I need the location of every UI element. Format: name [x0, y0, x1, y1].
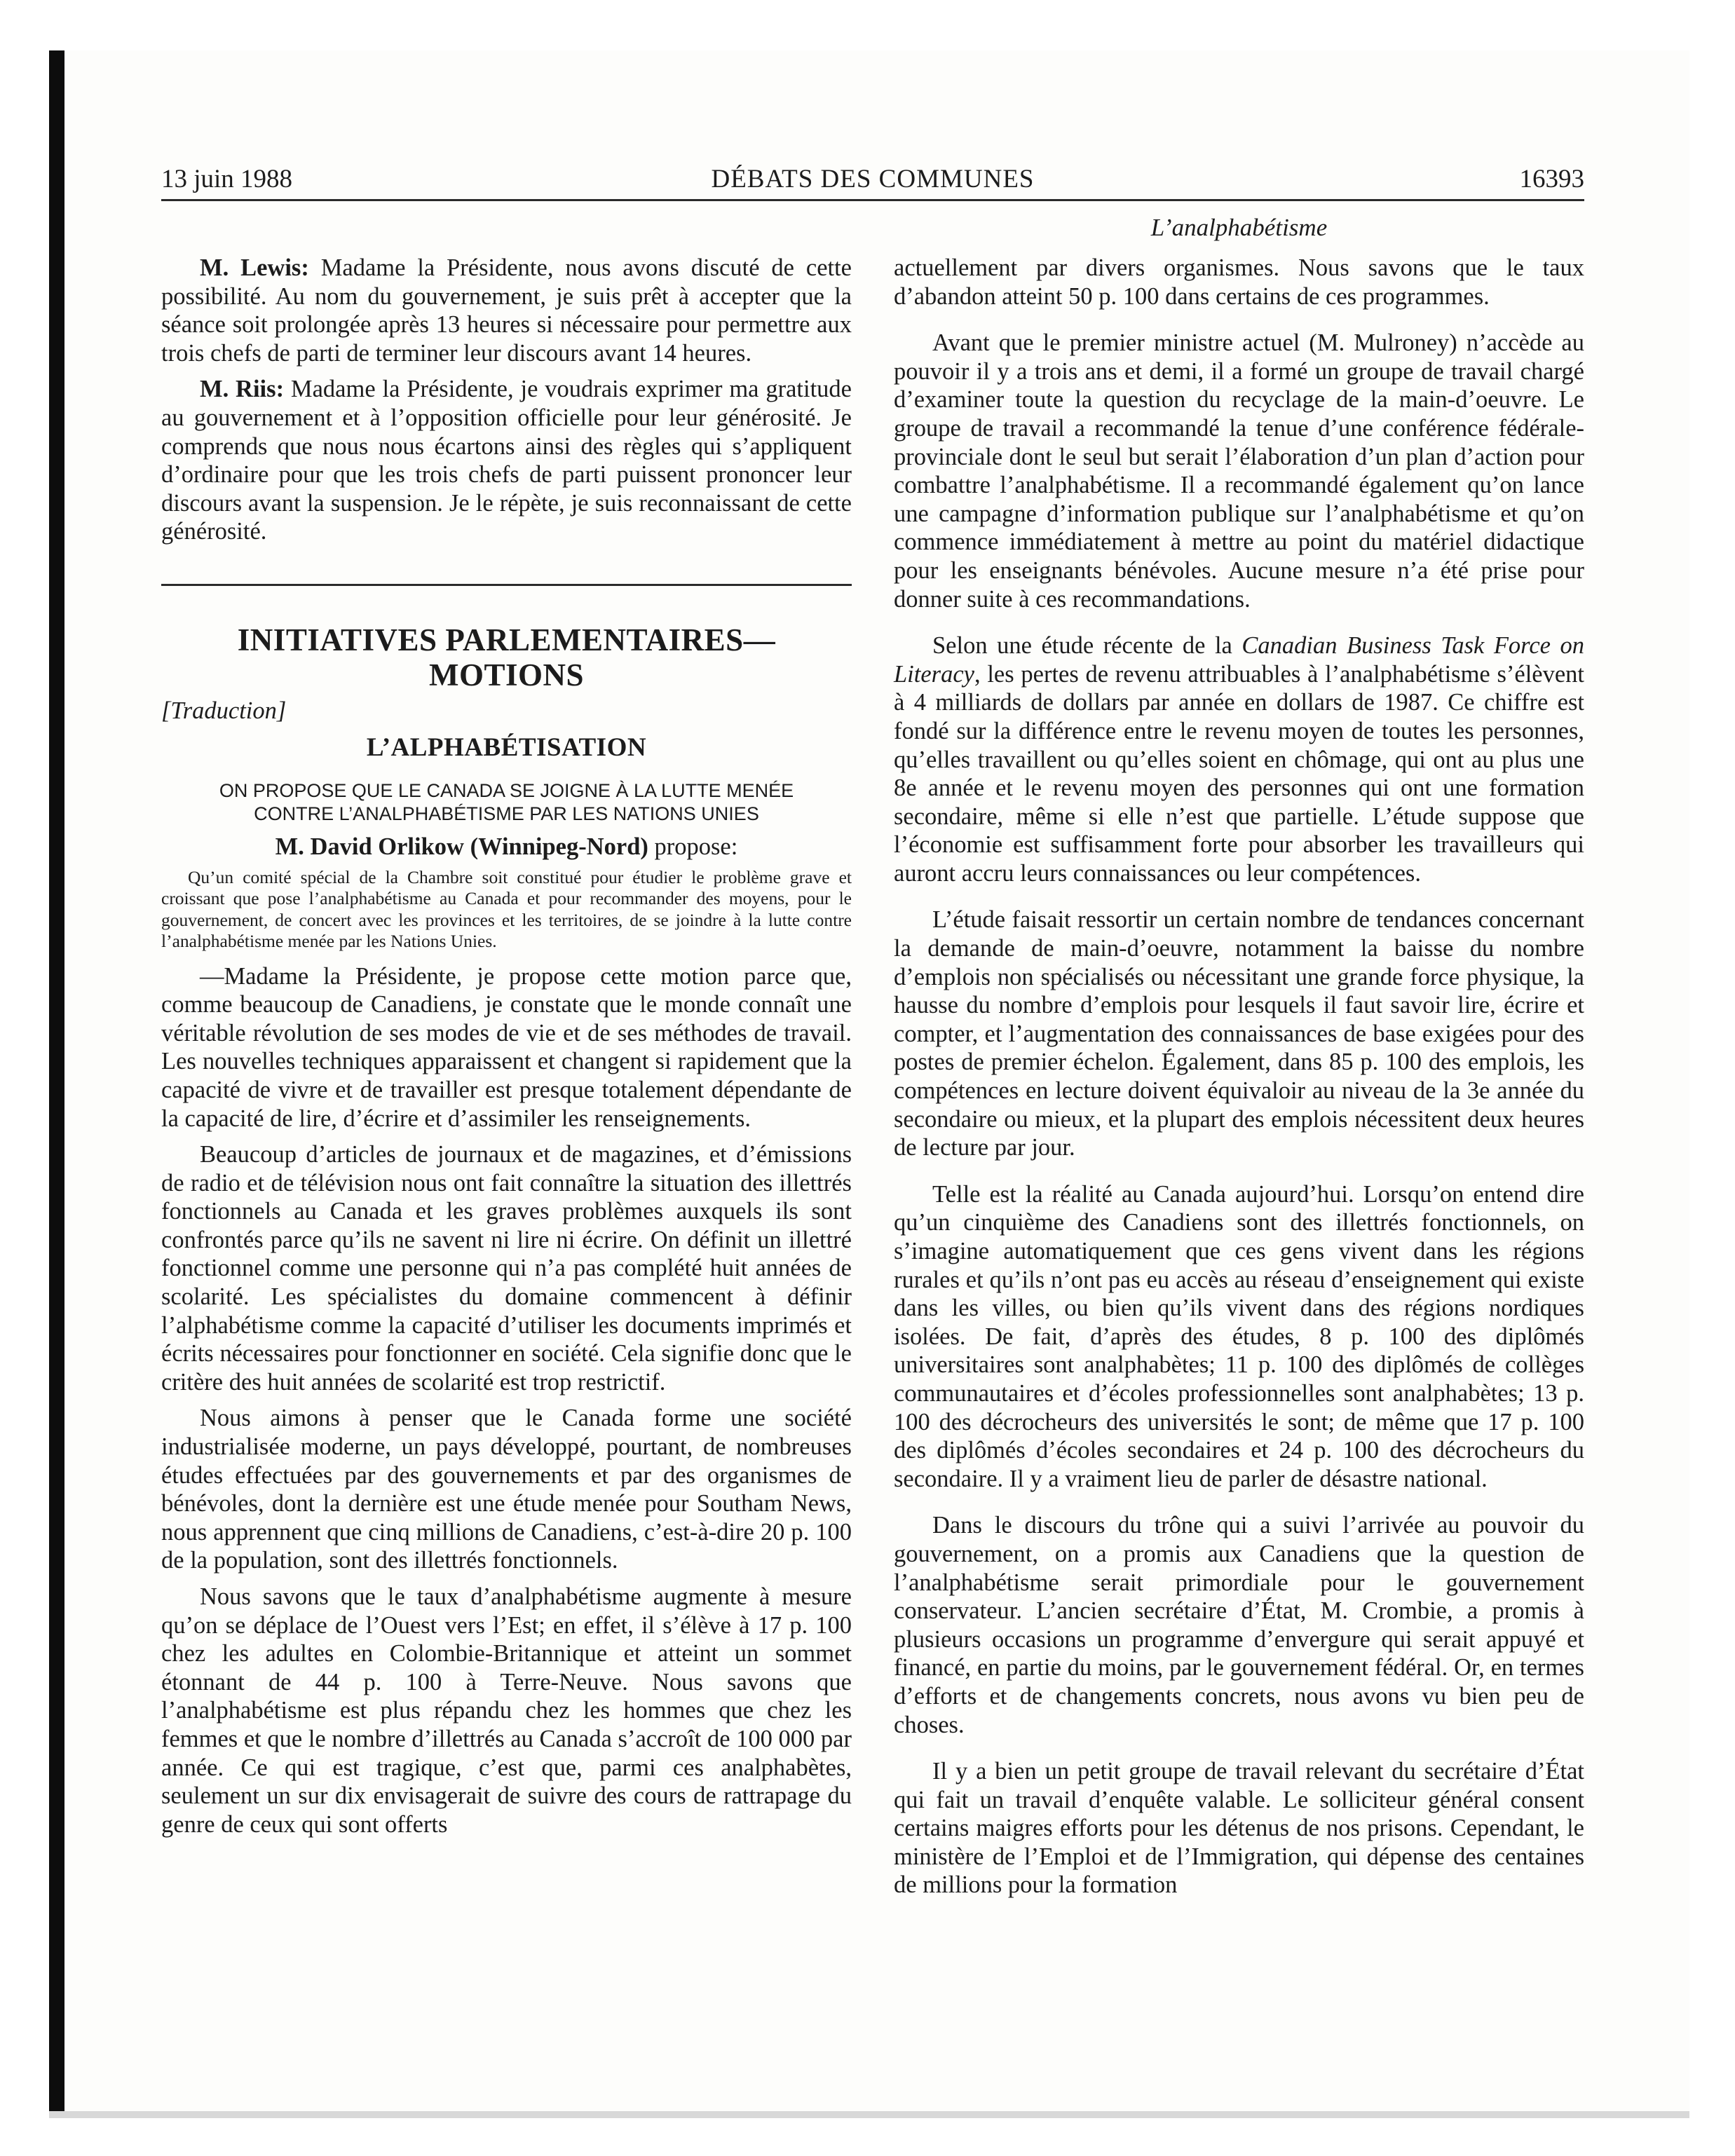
- header-page-number: 16393: [1519, 165, 1584, 193]
- text-run: Selon une étude récente de la: [932, 632, 1242, 660]
- speech-paragraph: [894, 632, 1584, 887]
- header-journal-title: DÉBATS DES COMMUNES: [711, 165, 1035, 193]
- motion-title-line-2: CONTRE L’ANALPHABÉTISME PAR LES NATIONS UNIES: [254, 803, 759, 824]
- subject-title: L’ALPHABÉTISATION: [366, 732, 647, 762]
- text-run: , les pertes de revenu attribuables à l’analphabétisme s’élèvent à 4 milliards de dollars par année en dollars de 1987. Ce chiffre est fondé sur la différence entre le revenu moyen de toutes les personnes, qu’elles travaillent ou qu’elles soient en chômage, qui ont au plus une 8e année et le revenu moyen des personnes qui ont une formation secondaire, même si elle n’est que partielle. L’étude suppose que l’économie est suffisamment forte pour absorber les travailleurs qui auront accru leurs connaissances ou leur compétences.: [894, 660, 1584, 887]
- riis-paragraph: [161, 375, 852, 546]
- speech-paragraph: Nous savons que le taux d’analphabétisme augmente à mesure qu’on se déplace de l’Ouest vers l’Est; en effet, il s’élève à 17 p. 100 chez les adultes en Colombie-Britannique et atteint un sommet étonnant de 44 p. 100 à Terre-Neuve. Nous savons que l’analphabétisme est plus répandu chez les hommes que chez les femmes et que le nombre d’illettrés au Canada s’accroît de 100 000 par année. Ce qui est tragique, c’est que, parmi ces analphabètes, seulement un sur dix envisagerait de suivre des cours de rattrapage du genre de ceux qui sont offerts: [161, 1583, 852, 1838]
- header-date: 13 juin 1988: [161, 165, 293, 193]
- scan-bottom-edge: [49, 2111, 1689, 2118]
- left-column: [161, 254, 852, 1846]
- continued-paragraph: actuellement par divers organismes. Nous savons que le taux d’abandon atteint 50 p. 100 dans certains de ces programmes.: [894, 254, 1584, 310]
- scan-left-edge: [49, 50, 64, 2111]
- speech-paragraph: L’étude faisait ressortir un certain nombre de tendances concernant la demande de main-d’oeuvre, notamment la baisse du nombre d’emplois non spécialisés ou nécessitant une grande force physique, la hausse du nombre d’emplois pour lesquels il faut savoir lire, écrire et compter, et l’augmentation des connaissances de base exigées pour des postes de premier échelon. Également, dans 85 p. 100 des emplois, les compétences en lecture doivent équivaloir au niveau de la 3e année du secondaire ou mieux, et la plupart des emplois nécessitent deux heures de lecture par jour.: [894, 906, 1584, 1161]
- right-column: [894, 254, 1584, 1907]
- speech-paragraph: —Madame la Présidente, je propose cette motion parce que, comme beaucoup de Canadiens, je constate que le monde connaît une véritable révolution de ses modes de vie et de ses méthodes de travail. Les nouvelles techniques apparaissent et changent si rapidement que la capacité de vivre et de travailler est presque totalement dépendante de la capacité de lire, d’écrire et d’assimiler les renseignements.: [161, 962, 852, 1132]
- speech-paragraph: Avant que le premier ministre actuel (M. Mulroney) n’accède au pouvoir il y a trois ans et demi, il a formé un groupe de travail chargé d’examiner toute la question du recyclage de la main-d’oeuvre. Le groupe de travail a recommandé la tenue d’une conférence fédérale-provinciale dont le seul but serait l’élaboration d’un plan d’action pour combattre l’analphabétisme. Il a recommandé également qu’on lance une campagne d’information publique sur l’analphabétisme et qu’on commence immédiatement à mettre au point du matériel didactique pour les enseignants bénévoles. Aucune mesure n’a été prise pour donner suite à ces recommandations.: [894, 329, 1584, 613]
- motion-title: [161, 779, 852, 826]
- motion-text: Qu’un comité spécial de la Chambre soit constitué pour étudier le problème grave et croissant que pose l’analphabétisme au Canada et pour recommander des moyens, pour le gouvernement, de concert avec les provinces et les territoires, de se joindre à la lutte contre l’analphabétisme menée par les Nations Unies.: [161, 866, 852, 952]
- section-title-line-2: MOTIONS: [428, 657, 585, 692]
- lewis-text: Madame la Présidente, nous avons discuté de cette possibilité. Au nom du gouvernement, je suis prêt à accepter que la séance soit prolongée après 13 heures si nécessaire pour permettre aux trois chefs de parti de terminer leur discours avant 14 heures.: [161, 254, 852, 367]
- speaker-lewis: M. Lewis:: [200, 254, 309, 281]
- riis-text: Madame la Présidente, je voudrais exprimer ma gratitude au gouvernement et à l’opposition officielle pour leur générosité. Je comprends que nous nous écartons ainsi des règles qui s’appliquent d’ordinaire pour que les trois chefs de parti puissent prononcer leur discours avant la suspension. Je le répète, je suis reconnaissant de cette générosité.: [161, 376, 852, 545]
- speech-paragraph: Dans le discours du trône qui a suivi l’arrivée au pouvoir du gouvernement, on a promis aux Canadiens que la question de l’analphabétisme serait primordiale pour le gouvernement conservateur. L’ancien secrétaire d’État, M. Crombie, a promis à plusieurs occasions un programme d’envergure qui serait appuyé et financé, en partie du moins, par le gouvernement fédéral. Or, en termes d’efforts et de changements concrets, nous avons vu bien peu de choses.: [894, 1512, 1584, 1738]
- section-divider: [161, 584, 852, 586]
- speech-paragraph: Telle est la réalité au Canada aujourd’hui. Lorsqu’on entend dire qu’un cinquième des Canadiens sont des illettrés fonctionnels, on s’imagine automatiquement que ces gens vivent dans les régions rurales et qu’ils n’ont pas eu accès au réseau d’enseignement qui existe dans les villes, ou bien qu’ils vivent dans des régions nordiques isolées. De fait, d’après des études, 8 p. 100 des diplômés universitaires sont analphabètes; 11 p. 100 des diplômés de collèges communautaires et d’écoles professionnelles sont analphabètes; 13 p. 100 des décrocheurs des universités le sont; de même que 17 p. 100 des diplômés d’écoles secondaires et 24 p. 100 des décrocheurs du secondaire. Il y a vraiment lieu de parler de désastre national.: [894, 1180, 1584, 1492]
- translation-tag: [Traduction]: [161, 697, 287, 724]
- section-title: [161, 622, 852, 692]
- motion-title-line-1: ON PROPOSE QUE LE CANADA SE JOIGNE À LA LUTTE MENÉE: [219, 779, 794, 801]
- header-rule: [161, 199, 1584, 201]
- lewis-paragraph: [161, 254, 852, 367]
- running-header: [161, 160, 1584, 199]
- speaker-riis: M. Riis:: [200, 376, 285, 403]
- section-title-line-1: INITIATIVES PARLEMENTAIRES—: [237, 622, 776, 657]
- speech-paragraph: Il y a bien un petit groupe de travail relevant du secrétaire d’État qui fait un travail d’enquête valable. Le solliciteur général consent certains maigres efforts pour les détenus de nos prisons. Cependant, le ministère de l’Emploi et de l’Immigration, qui dépense des centaines de millions pour la formation: [894, 1758, 1584, 1899]
- speech-paragraph: Nous aimons à penser que le Canada forme une société industrialisée moderne, un pays développé, pourtant, de nombreuses études effectuées par des gouvernements et par des organismes de bénévoles, dont la dernière est une étude menée pour Southam News, nous apprennent que cinq millions de Canadiens, c’est-à-dire 20 p. 100 de la population, sont des illettrés fonctionnels.: [161, 1405, 852, 1574]
- topic-heading: L’analphabétisme: [1150, 214, 1328, 241]
- report-title: Canadian Business Task Force on Literacy: [894, 632, 1584, 688]
- mover-text: propose:: [648, 833, 738, 860]
- mover-line: [161, 833, 852, 861]
- speech-paragraph: Beaucoup d’articles de journaux et de magazines, et d’émissions de radio et de télévision nous ont fait connaître la situation des illettrés fonctionnels au Canada et les graves problèmes auxquels ils sont confrontés parce qu’ils ne savent ni lire ni écrire. On définit un illettré fonctionnel comme une personne qui n’a pas complété huit années de scolarité. Les spécialistes du domaine commencent à définir l’alphabétisme comme la capacité d’utiliser les documents imprimés et écrits nécessaires pour fonctionner en société. Cela signifie donc que le critère des huit années de scolarité est trop restrictif.: [161, 1141, 852, 1396]
- speaker-orlikow: M. David Orlikow (Winnipeg-Nord): [275, 833, 648, 860]
